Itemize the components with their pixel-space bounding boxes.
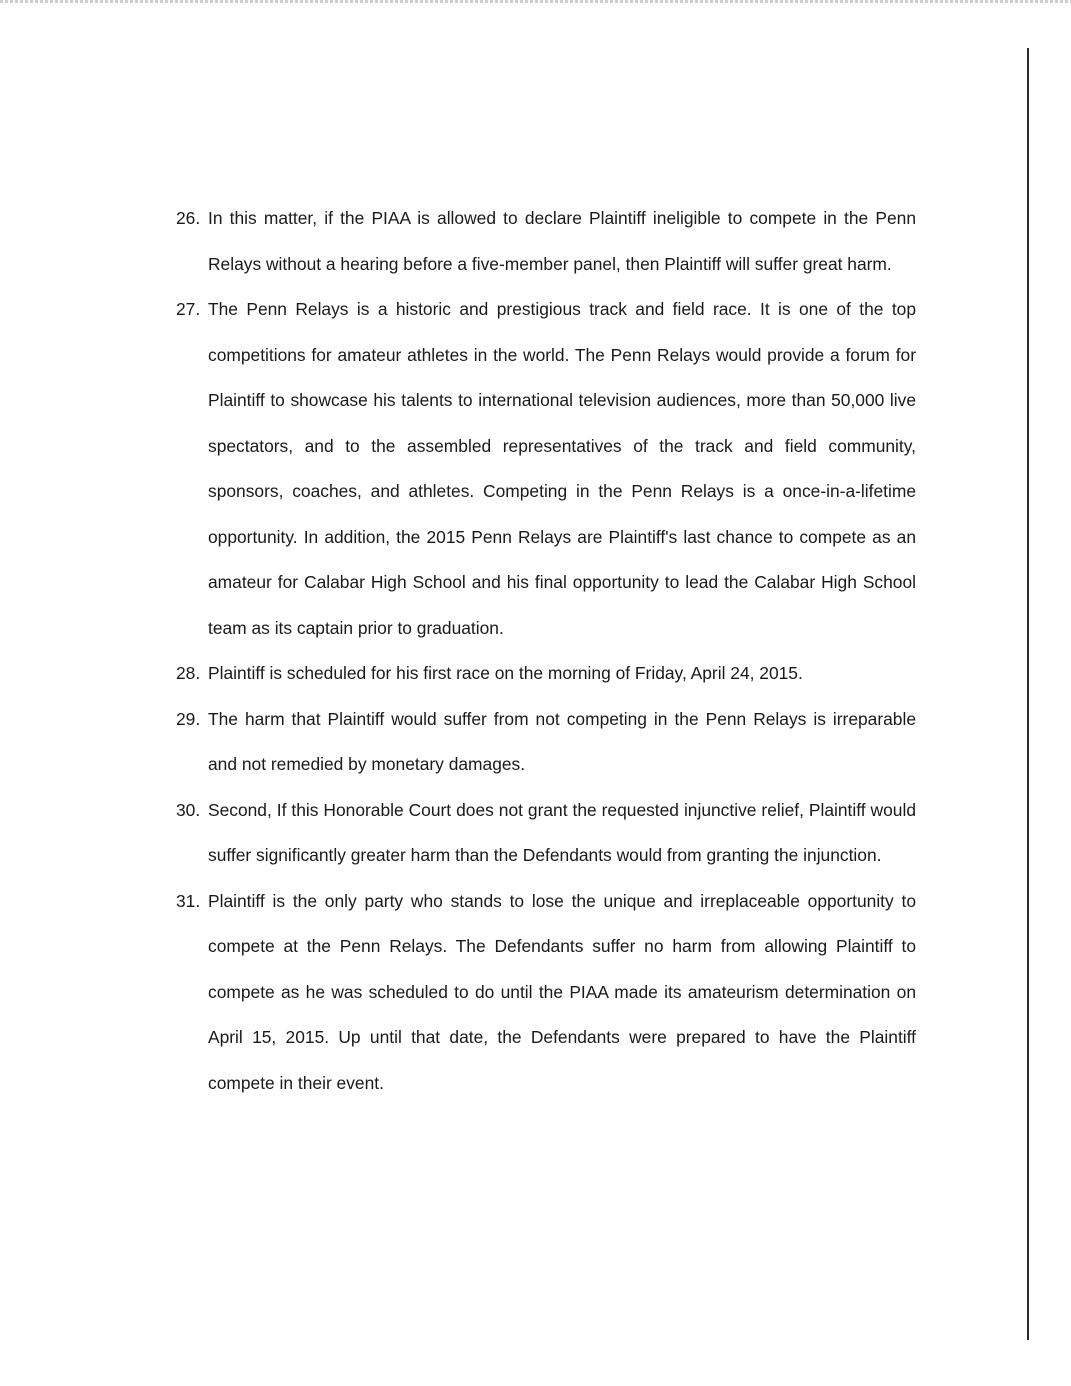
paragraph-number: 29. xyxy=(176,708,201,729)
paragraph-27 xyxy=(176,287,916,651)
paragraph-text: Second, If this Honorable Court does not grant the requested injunctive relief, Plaintiff would suffer significantly greater harm than the Defendants would from granting the injunction. xyxy=(208,799,916,865)
scan-top-edge xyxy=(0,0,1071,3)
paragraph-30 xyxy=(176,788,916,879)
paragraph-28 xyxy=(176,651,916,697)
paragraph-number: 27. xyxy=(176,299,201,319)
document-body xyxy=(176,196,916,1106)
right-margin-rule xyxy=(1027,48,1029,1340)
paragraph-text: In this matter, if the PIAA is allowed to declare Plaintiff ineligible to compete in the Penn Relays without a hearing before a five-member panel, then Plaintiff will suffer great harm. xyxy=(208,208,916,274)
paragraph-number: 28. xyxy=(176,663,201,683)
paragraph-number: 30. xyxy=(176,799,201,820)
paragraph-text: Plaintiff is scheduled for his first race on the morning of Friday, April 24, 2015. xyxy=(208,663,803,683)
paragraph-text: The harm that Plaintiff would suffer from not competing in the Penn Relays is irreparable and not remedied by monetary damages. xyxy=(208,708,916,774)
paragraph-26 xyxy=(176,196,916,287)
paragraph-number: 26. xyxy=(176,208,201,228)
paragraph-number: 31. xyxy=(176,890,201,911)
paragraph-text: Plaintiff is the only party who stands to lose the unique and irreplaceable opportunity to compete at the Penn Relays. The Defendants suffer no harm from allowing Plaintiff to compete as he was scheduled to do until the PIAA made its amateurism determination on April 15, 2015. Up until that date, the Defendants were prepared to have the Plaintiff compete in their event. xyxy=(208,890,916,1093)
paragraph-text: The Penn Relays is a historic and prestigious track and field race. It is one of the top competitions for amateur athletes in the world. The Penn Relays would provide a forum for Plaintiff to showcase his talents to international television audiences, more than 50,000 live spectators, and to the assembled representatives of the track and field community, sponsors, coaches, and athletes. Competing in the Penn Relays is a once-in-a-lifetime opportunity. In addition, the 2015 Penn Relays are Plaintiff's last chance to compete as an amateur for Calabar High School and his final opportunity to lead the Calabar High School team as its captain prior to graduation. xyxy=(208,299,916,638)
paragraph-29 xyxy=(176,697,916,788)
paragraph-31 xyxy=(176,879,916,1107)
